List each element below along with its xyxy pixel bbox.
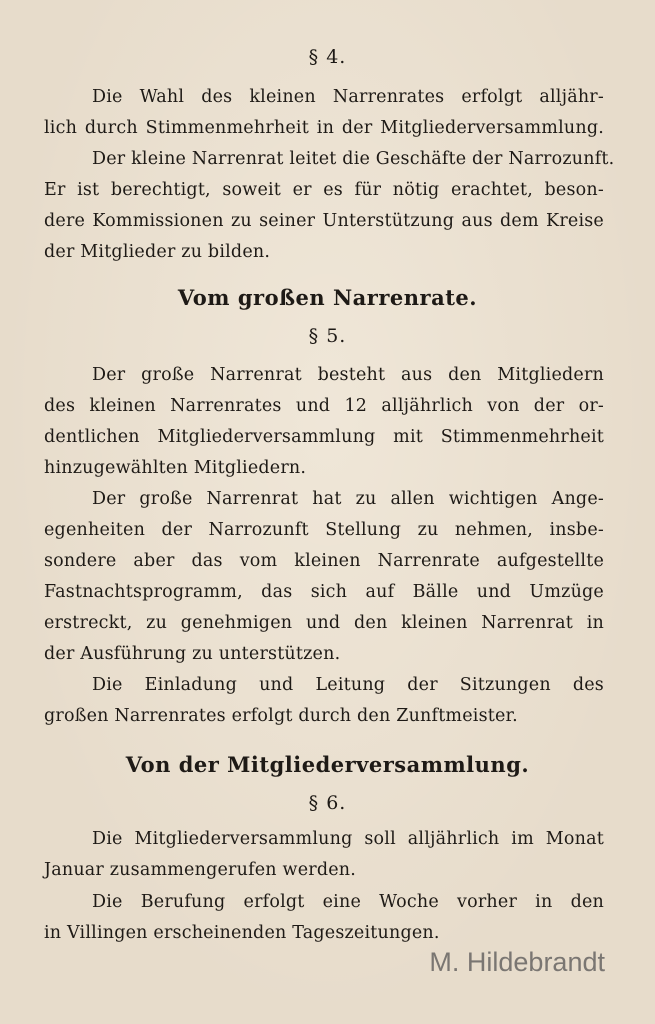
section-mark: § 6. <box>308 792 347 814</box>
text-line: Januar zusammengerufen werden. <box>44 860 357 880</box>
text-line: Fastnachtsprogramm, das sich auf Bälle und Umzüge <box>44 582 604 602</box>
section-mark: § 4. <box>308 46 347 68</box>
text-line: Der große Narrenrat besteht aus den Mitgliedern <box>92 365 604 385</box>
text-line: egenheiten der Narrozunft Stellung zu nehmen, insbe- <box>44 520 604 540</box>
text-line: dentlichen Mitgliederversammlung mit Stimmenmehrheit <box>44 427 604 447</box>
text-line: des kleinen Narrenrates und 12 alljährlich von der or- <box>44 396 604 416</box>
text-line: Die Einladung und Leitung der Sitzungen des <box>92 675 604 695</box>
text-line: Die Wahl des kleinen Narrenrates erfolgt alljähr- <box>92 87 604 107</box>
section-mark: § 5. <box>308 325 347 347</box>
text-line: erstreckt, zu genehmigen und den kleinen Narrenrat in <box>44 613 604 633</box>
text-line: lich durch Stimmenmehrheit in der Mitgliederversammlung. <box>44 118 604 138</box>
text-line: Die Berufung erfolgt eine Woche vorher in den <box>92 892 604 912</box>
text-line: sondere aber das vom kleinen Narrenrate aufgestellte <box>44 551 604 571</box>
text-line: in Villingen erscheinenden Tageszeitungen. <box>44 923 440 943</box>
text-line: großen Narrenrates erfolgt durch den Zunftmeister. <box>44 706 518 726</box>
text-line: hinzugewählten Mitgliedern. <box>44 458 307 478</box>
text-line: der Mitglieder zu bilden. <box>44 242 271 262</box>
text-line: Der große Narrenrat hat zu allen wichtigen Ange- <box>92 489 604 509</box>
text-line: Er ist berechtigt, soweit er es für nötig erachtet, beson- <box>44 180 604 200</box>
watermark: M. Hildebrandt <box>429 947 605 977</box>
text-line: Die Mitgliederversammlung soll alljährlich im Monat <box>92 829 604 849</box>
text-line: der Ausführung zu unterstützen. <box>44 644 341 664</box>
section-heading: Von der Mitgliederversammlung. <box>125 752 530 777</box>
text-line: Der kleine Narrenrat leitet die Geschäfte der Narrozunft. <box>92 149 615 169</box>
text-line: dere Kommissionen zu seiner Unterstützung aus dem Kreise <box>44 211 604 231</box>
section-heading: Vom großen Narrenrate. <box>177 285 478 310</box>
